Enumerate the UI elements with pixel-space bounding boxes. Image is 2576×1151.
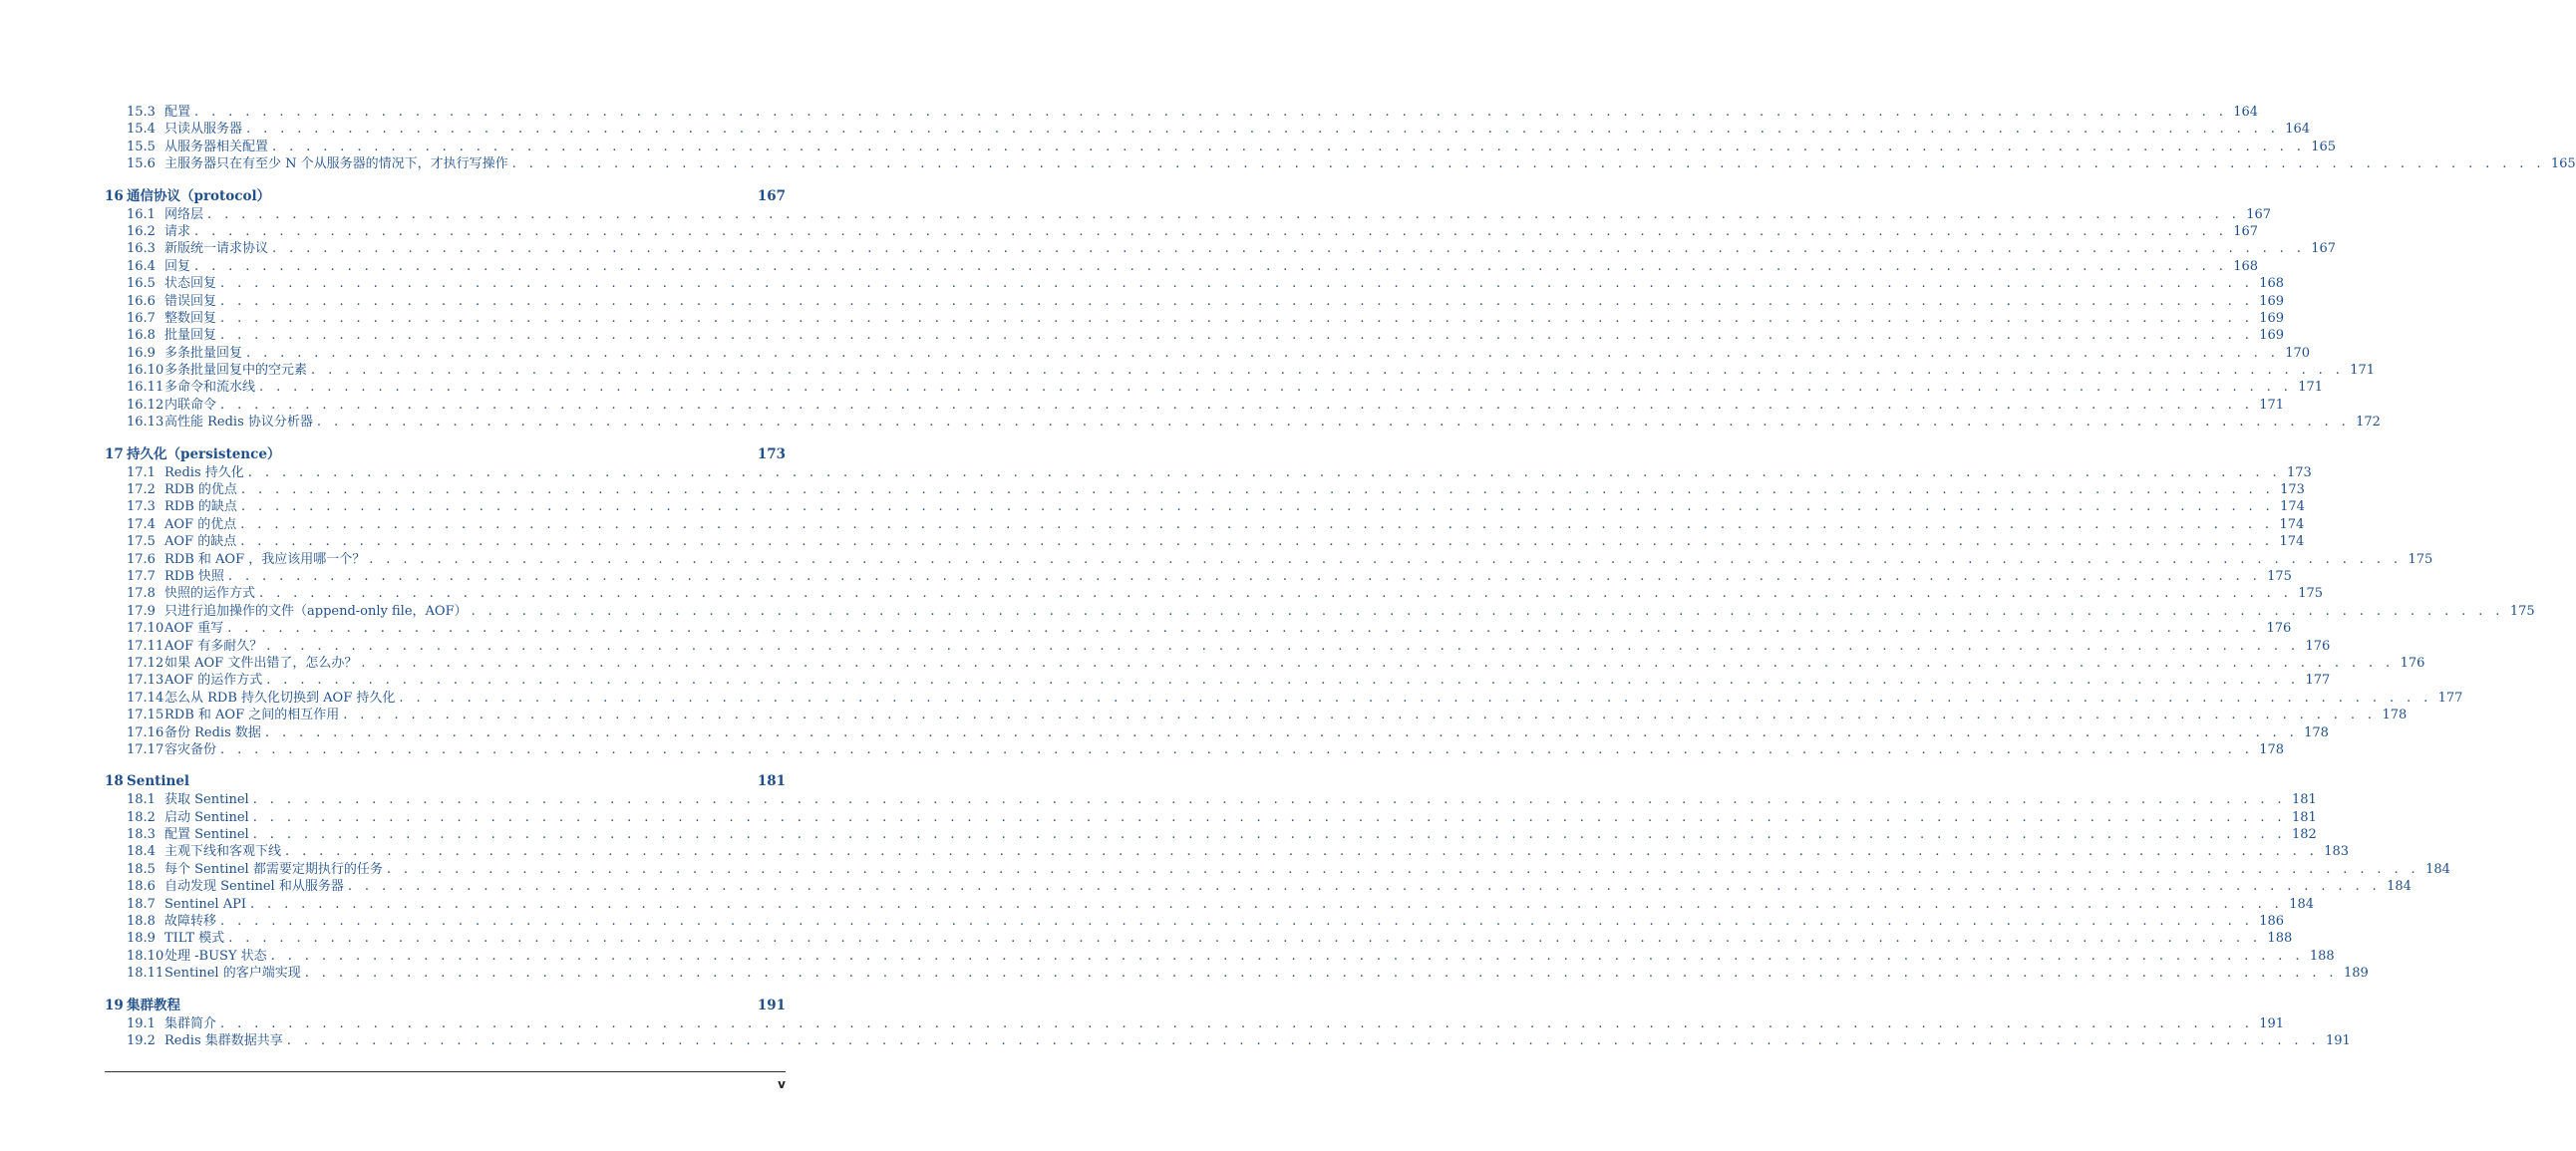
section-title: 只读从服务器	[164, 122, 243, 138]
toc-entry[interactable]	[105, 861, 2450, 878]
section-number: 16.3	[127, 241, 156, 257]
section-number: 17.3	[127, 499, 156, 515]
toc-entry[interactable]	[105, 724, 2329, 741]
section-title: AOF 重写	[164, 621, 224, 637]
toc-entry[interactable]	[105, 362, 2376, 379]
dot-leader: . . . . . . . . . . . . . . . . . . . . . . . . . . . . . . . . . . . . . . . . . . . . . . . . . . . . . . . . . . . . . . . . . . . . . . . . . . . . . . . . . . . . . . . . . . . . . . . . . . . . . . . . . . . . . . . . . . . . . . . .	[220, 397, 2254, 413]
section-title: 每个 Sentinel 都需要定期执行的任务	[164, 861, 383, 877]
chapter-number: 17	[105, 445, 124, 462]
footer-rule	[105, 1071, 786, 1072]
section-number: 17.8	[127, 586, 156, 602]
toc-entry[interactable]	[105, 672, 2331, 689]
section-number: 18.8	[127, 914, 156, 930]
dot-leader: . . . . . . . . . . . . . . . . . . . . . . . . . . . . . . . . . . . . . . . . . . . . . . . . . . . . . . . . . . . . . . . . . . . . . . . . . . . . . . . . . . . . . . . . . . . . . . . . . . . . . . . . . . . . . . . . . . . . . . . .	[252, 792, 2286, 808]
section-page: 167	[2246, 206, 2272, 222]
toc-entry[interactable]	[105, 327, 2285, 344]
toc-entry[interactable]	[105, 948, 2335, 965]
section-page: 184	[2289, 896, 2315, 912]
dot-leader: . . . . . . . . . . . . . . . . . . . . . . . . . . . . . . . . . . . . . . . . . . . . . . . . . . . . . . . . . . . . . . . . . . . . . . . . . . . . . . . . . . . . . . . . . . . . . . . . . . . . . . . . . . . . . . . . . . . . . . . .	[304, 966, 2338, 982]
section-title: Sentinel 的客户端实现	[164, 966, 301, 982]
dot-leader: . . . . . . . . . . . . . . . . . . . . . . . . . . . . . . . . . . . . . . . . . . . . . . . . . . . . . . . . . . . . . . . . . . . . . . . . . . . . . . . . . . . . . . . . . . . . . . . . . . . . . . . . . . . . . . . . . . . . . . . .	[227, 621, 2261, 637]
section-title: RDB 和 AOF 之间的相互作用	[164, 708, 340, 723]
chapter-heading[interactable]	[105, 187, 786, 205]
toc-entry[interactable]	[105, 809, 2317, 826]
section-title: 多命令和流水线	[164, 380, 256, 396]
section-number: 16.5	[127, 276, 156, 292]
dot-leader: . . . . . . . . . . . . . . . . . . . . . . . . . . . . . . . . . . . . . . . . . . . . . . . . . . . . . . . . . . . . . . . . . . . . . . . . . . . . . . . . . . . . . . . . . . . . . . . . . . . . . . . . . . . . . . . . . . . . . . . .	[259, 586, 2293, 602]
toc-entry[interactable]	[105, 516, 2305, 533]
section-title: 备份 Redis 数据	[164, 724, 261, 740]
toc-entry[interactable]	[105, 275, 2285, 292]
section-page: 175	[2298, 586, 2324, 602]
toc-entry[interactable]	[105, 498, 2305, 515]
toc-entry[interactable]	[105, 568, 2292, 585]
section-title: 主服务器只在有至少 N 个从服务器的情况下，才执行写操作	[164, 156, 508, 172]
section-page: 176	[2266, 621, 2292, 637]
dot-leader: . . . . . . . . . . . . . . . . . . . . . . . . . . . . . . . . . . . . . . . . . . . . . . . . . . . . . . . . . . . . . . . . . . . . . . . . . . . . . . . . . . . . . . . . . . . . . . . . . . . . . . . . . . . . . . . . . . . . . . . .	[343, 708, 2377, 723]
toc-entry[interactable]	[105, 104, 2259, 121]
section-title: 故障转移	[164, 914, 217, 930]
section-number: 18.2	[127, 809, 156, 825]
section-title: Redis 集群数据共享	[164, 1032, 283, 1048]
section-page: 173	[2280, 482, 2305, 498]
section-number: 16.1	[127, 206, 156, 222]
dot-leader: . . . . . . . . . . . . . . . . . . . . . . . . . . . . . . . . . . . . . . . . . . . . . . . . . . . . . . . . . . . . . . . . . . . . . . . . . . . . . . . . . . . . . . . . . . . . . . . . . . . . . . . . . . . . . . . . . . . . . . . .	[270, 948, 2304, 964]
dot-leader: . . . . . . . . . . . . . . . . . . . . . . . . . . . . . . . . . . . . . . . . . . . . . . . . . . . . . . . . . . . . . . . . . . . . . . . . . . . . . . . . . . . . . . . . . . . . . . . . . . . . . . . . . . . . . . . . . . . . . . . .	[194, 223, 2228, 239]
section-page: 181	[2291, 809, 2317, 825]
section-page: 177	[2437, 690, 2463, 706]
section-page: 174	[2280, 499, 2305, 515]
dot-leader: . . . . . . . . . . . . . . . . . . . . . . . . . . . . . . . . . . . . . . . . . . . . . . . . . . . . . . . . . . . . . . . . . . . . . . . . . . . . . . . . . . . . . . . . . . . . . . . . . . . . . . . . . . . . . . . . . . . . . . . .	[311, 363, 2345, 379]
section-page: 174	[2279, 516, 2305, 532]
section-page: 167	[2233, 223, 2259, 239]
section-title: 多条批量回复中的空元素	[164, 363, 308, 379]
dot-leader: . . . . . . . . . . . . . . . . . . . . . . . . . . . . . . . . . . . . . . . . . . . . . . . . . . . . . . . . . . . . . . . . . . . . . . . . . . . . . . . . . . . . . . . . . . . . . . . . . . . . . . . . . . . . . . . . . . . . . . . .	[249, 896, 2284, 912]
dot-leader: . . . . . . . . . . . . . . . . . . . . . . . . . . . . . . . . . . . . . . . . . . . . . . . . . . . . . . . . . . . . . . . . . . . . . . . . . . . . . . . . . . . . . . . . . . . . . . . . . . . . . . . . . . . . . . . . . . . . . . . .	[246, 345, 2280, 361]
section-number: 15.4	[127, 122, 156, 138]
section-page: 191	[2259, 1015, 2285, 1031]
dot-leader: . . . . . . . . . . . . . . . . . . . . . . . . . . . . . . . . . . . . . . . . . . . . . . . . . . . . . . . . . . . . . . . . . . . . . . . . . . . . . . . . . . . . . . . . . . . . . . . . . . . . . . . . . . . . . . . . . . . . . . . .	[369, 551, 2403, 567]
section-page: 173	[2287, 464, 2312, 480]
section-number: 15.6	[127, 156, 156, 172]
section-number: 18.1	[127, 792, 156, 808]
toc-entry[interactable]	[105, 464, 2312, 481]
section-title: RDB 快照	[164, 568, 224, 584]
dot-leader: . . . . . . . . . . . . . . . . . . . . . . . . . . . . . . . . . . . . . . . . . . . . . . . . . . . . . . . . . . . . . . . . . . . . . . . . . . . . . . . . . . . . . . . . . . . . . . . . . . . . . . . . . . . . . . . . . . . . . . . .	[220, 293, 2254, 309]
section-number: 17.16	[127, 724, 164, 740]
dot-leader: . . . . . . . . . . . . . . . . . . . . . . . . . . . . . . . . . . . . . . . . . . . . . . . . . . . . . . . . . . . . . . . . . . . . . . . . . . . . . . . . . . . . . . . . . . . . . . . . . . . . . . . . . . . . . . . . . . . . . . . .	[266, 638, 2300, 654]
section-number: 18.11	[127, 966, 164, 982]
section-number: 18.10	[127, 948, 164, 964]
section-title: 启动 Sentinel	[164, 809, 249, 825]
section-title: 新版统一请求协议	[164, 241, 269, 257]
section-page: 164	[2233, 105, 2259, 120]
section-page: 171	[2350, 363, 2376, 379]
toc-entry[interactable]	[105, 965, 2369, 982]
section-title: 批量回复	[164, 328, 217, 344]
section-number: 18.6	[127, 879, 156, 895]
section-number: 18.9	[127, 931, 156, 947]
chapter-number: 16	[105, 187, 124, 204]
toc-entry[interactable]	[105, 258, 2259, 275]
section-page: 178	[2382, 708, 2408, 723]
toc-entry[interactable]	[105, 139, 2337, 155]
dot-leader: . . . . . . . . . . . . . . . . . . . . . . . . . . . . . . . . . . . . . . . . . . . . . . . . . . . . . . . . . . . . . . . . . . . . . . . . . . . . . . . . . . . . . . . . . . . . . . . . . . . . . . . . . . . . . . . . . . . . . . . .	[511, 156, 2545, 172]
chapter-page: 173	[757, 445, 786, 462]
toc-entry[interactable]	[105, 585, 2324, 602]
section-number: 17.17	[127, 741, 164, 757]
section-number: 17.4	[127, 516, 156, 532]
section-page: 168	[2259, 276, 2285, 292]
dot-leader: . . . . . . . . . . . . . . . . . . . . . . . . . . . . . . . . . . . . . . . . . . . . . . . . . . . . . . . . . . . . . . . . . . . . . . . . . . . . . . . . . . . . . . . . . . . . . . . . . . . . . . . . . . . . . . . . . . . . . . . .	[252, 809, 2286, 825]
dot-leader: . . . . . . . . . . . . . . . . . . . . . . . . . . . . . . . . . . . . . . . . . . . . . . . . . . . . . . . . . . . . . . . . . . . . . . . . . . . . . . . . . . . . . . . . . . . . . . . . . . . . . . . . . . . . . . . . . . . . . . . .	[246, 122, 2280, 138]
toc-entry[interactable]	[105, 533, 2305, 550]
section-page: 182	[2291, 827, 2317, 843]
toc-entry[interactable]	[105, 155, 2576, 172]
section-title: 回复	[164, 258, 191, 274]
section-page: 175	[2509, 603, 2535, 619]
dot-leader: . . . . . . . . . . . . . . . . . . . . . . . . . . . . . . . . . . . . . . . . . . . . . . . . . . . . . . . . . . . . . . . . . . . . . . . . . . . . . . . . . . . . . . . . . . . . . . . . . . . . . . . . . . . . . . . . . . . . . . . .	[220, 276, 2254, 292]
section-title: 容灾备份	[164, 741, 217, 757]
dot-leader: . . . . . . . . . . . . . . . . . . . . . . . . . . . . . . . . . . . . . . . . . . . . . . . . . . . . . . . . . . . . . . . . . . . . . . . . . . . . . . . . . . . . . . . . . . . . . . . . . . . . . . . . . . . . . . . . . . . . . . . .	[220, 328, 2254, 344]
dot-leader: . . . . . . . . . . . . . . . . . . . . . . . . . . . . . . . . . . . . . . . . . . . . . . . . . . . . . . . . . . . . . . . . . . . . . . . . . . . . . . . . . . . . . . . . . . . . . . . . . . . . . . . . . . . . . . . . . . . . . . . .	[285, 844, 2319, 860]
toc-entry[interactable]	[105, 310, 2285, 327]
toc-entry[interactable]	[105, 121, 2311, 138]
section-title: 主观下线和客观下线	[164, 844, 282, 860]
toc-entry[interactable]	[105, 1032, 2351, 1049]
toc-entry[interactable]	[105, 345, 2311, 362]
dot-leader: . . . . . . . . . . . . . . . . . . . . . . . . . . . . . . . . . . . . . . . . . . . . . . . . . . . . . . . . . . . . . . . . . . . . . . . . . . . . . . . . . . . . . . . . . . . . . . . . . . . . . . . . . . . . . . . . . . . . . . . .	[247, 464, 2281, 480]
dot-leader: . . . . . . . . . . . . . . . . . . . . . . . . . . . . . . . . . . . . . . . . . . . . . . . . . . . . . . . . . . . . . . . . . . . . . . . . . . . . . . . . . . . . . . . . . . . . . . . . . . . . . . . . . . . . . . . . . . . . . . . .	[347, 879, 2382, 895]
section-title: 只进行追加操作的文件（append-only file，AOF）	[164, 603, 468, 619]
section-title: RDB 和 AOF ，我应该用哪一个？	[164, 551, 366, 567]
section-number: 18.5	[127, 861, 156, 877]
dot-leader: . . . . . . . . . . . . . . . . . . . . . . . . . . . . . . . . . . . . . . . . . . . . . . . . . . . . . . . . . . . . . . . . . . . . . . . . . . . . . . . . . . . . . . . . . . . . . . . . . . . . . . . . . . . . . . . . . . . . . . . .	[220, 914, 2254, 930]
section-title: 多条批量回复	[164, 345, 243, 361]
section-number: 17.10	[127, 621, 164, 637]
footer-page-number: v	[778, 1077, 786, 1091]
section-number: 17.5	[127, 534, 156, 550]
section-title: AOF 有多耐久？	[164, 638, 263, 654]
chapter-title: 持久化（persistence）	[127, 445, 281, 462]
toc-entry[interactable]	[105, 240, 2337, 257]
section-title: 处理 -BUSY 状态	[164, 948, 267, 964]
section-page: 178	[2259, 741, 2285, 757]
section-title: 快照的运作方式	[164, 586, 256, 602]
section-number: 16.9	[127, 345, 156, 361]
toc-entry[interactable]	[105, 826, 2317, 843]
toc-entry[interactable]	[105, 397, 2285, 414]
chapter-heading[interactable]	[105, 772, 786, 790]
chapter-page: 181	[757, 773, 786, 790]
chapter-page: 191	[757, 997, 786, 1013]
section-title: Redis 持久化	[164, 464, 244, 480]
section-title: 错误回复	[164, 293, 217, 309]
section-page: 168	[2233, 258, 2259, 274]
section-title: RDB 的优点	[164, 482, 237, 498]
toc-entry[interactable]	[105, 1015, 2285, 1032]
dot-leader: . . . . . . . . . . . . . . . . . . . . . . . . . . . . . . . . . . . . . . . . . . . . . . . . . . . . . . . . . . . . . . . . . . . . . . . . . . . . . . . . . . . . . . . . . . . . . . . . . . . . . . . . . . . . . . . . . . . . . . . .	[286, 1032, 2320, 1048]
section-number: 16.2	[127, 223, 156, 239]
section-title: 获取 Sentinel	[164, 792, 249, 808]
toc-entry[interactable]	[105, 481, 2305, 498]
dot-leader: . . . . . . . . . . . . . . . . . . . . . . . . . . . . . . . . . . . . . . . . . . . . . . . . . . . . . . . . . . . . . . . . . . . . . . . . . . . . . . . . . . . . . . . . . . . . . . . . . . . . . . . . . . . . . . . . . . . . . . . .	[240, 482, 2275, 498]
section-number: 18.4	[127, 844, 156, 860]
toc-entry[interactable]	[105, 223, 2259, 240]
dot-leader: . . . . . . . . . . . . . . . . . . . . . . . . . . . . . . . . . . . . . . . . . . . . . . . . . . . . . . . . . . . . . . . . . . . . . . . . . . . . . . . . . . . . . . . . . . . . . . . . . . . . . . . . . . . . . . . . . . . . . . . .	[240, 499, 2275, 515]
section-number: 16.4	[127, 258, 156, 274]
section-page: 176	[2400, 655, 2425, 671]
toc-entry[interactable]	[105, 741, 2285, 758]
toc-entry[interactable]	[105, 791, 2317, 808]
section-title: 内联命令	[164, 397, 217, 413]
section-number: 16.11	[127, 380, 164, 396]
dot-leader: . . . . . . . . . . . . . . . . . . . . . . . . . . . . . . . . . . . . . . . . . . . . . . . . . . . . . . . . . . . . . . . . . . . . . . . . . . . . . . . . . . . . . . . . . . . . . . . . . . . . . . . . . . . . . . . . . . . . . . . .	[194, 105, 2228, 120]
dot-leader: . . . . . . . . . . . . . . . . . . . . . . . . . . . . . . . . . . . . . . . . . . . . . . . . . . . . . . . . . . . . . . . . . . . . . . . . . . . . . . . . . . . . . . . . . . . . . . . . . . . . . . . . . . . . . . . . . . . . . . . .	[207, 206, 2241, 222]
section-page: 188	[2267, 931, 2293, 947]
section-page: 169	[2259, 328, 2285, 344]
section-page: 189	[2343, 966, 2369, 982]
dot-leader: . . . . . . . . . . . . . . . . . . . . . . . . . . . . . . . . . . . . . . . . . . . . . . . . . . . . . . . . . . . . . . . . . . . . . . . . . . . . . . . . . . . . . . . . . . . . . . . . . . . . . . . . . . . . . . . . . . . . . . . .	[194, 258, 2228, 274]
section-number: 16.7	[127, 310, 156, 326]
section-number: 16.10	[127, 363, 164, 379]
section-number: 18.7	[127, 896, 156, 912]
dot-leader: . . . . . . . . . . . . . . . . . . . . . . . . . . . . . . . . . . . . . . . . . . . . . . . . . . . . . . . . . . . . . . . . . . . . . . . . . . . . . . . . . . . . . . . . . . . . . . . . . . . . . . . . . . . . . . . . . . . . . . . .	[259, 380, 2293, 396]
toc-entry[interactable]	[105, 843, 2350, 860]
section-title: 如果 AOF 文件出错了，怎么办？	[164, 655, 358, 671]
dot-leader: . . . . . . . . . . . . . . . . . . . . . . . . . . . . . . . . . . . . . . . . . . . . . . . . . . . . . . . . . . . . . . . . . . . . . . . . . . . . . . . . . . . . . . . . . . . . . . . . . . . . . . . . . . . . . . . . . . . . . . . .	[220, 741, 2254, 757]
table-of-contents	[105, 104, 2576, 1049]
section-number: 15.3	[127, 105, 156, 120]
section-number: 19.2	[127, 1032, 156, 1048]
toc-entry[interactable]	[105, 551, 2433, 568]
dot-leader: . . . . . . . . . . . . . . . . . . . . . . . . . . . . . . . . . . . . . . . . . . . . . . . . . . . . . . . . . . . . . . . . . . . . . . . . . . . . . . . . . . . . . . . . . . . . . . . . . . . . . . . . . . . . . . . . . . . . . . . .	[264, 724, 2299, 740]
section-page: 186	[2259, 914, 2285, 930]
dot-leader: . . . . . . . . . . . . . . . . . . . . . . . . . . . . . . . . . . . . . . . . . . . . . . . . . . . . . . . . . . . . . . . . . . . . . . . . . . . . . . . . . . . . . . . . . . . . . . . . . . . . . . . . . . . . . . . . . . . . . . . .	[252, 827, 2286, 843]
dot-leader: . . . . . . . . . . . . . . . . . . . . . . . . . . . . . . . . . . . . . . . . . . . . . . . . . . . . . . . . . . . . . . . . . . . . . . . . . . . . . . . . . . . . . . . . . . . . . . . . . . . . . . . . . . . . . . . . . . . . . . . .	[227, 568, 2262, 584]
section-number: 17.7	[127, 568, 156, 584]
chapter-number: 19	[105, 997, 124, 1013]
toc-entry[interactable]	[105, 603, 2535, 620]
section-title: 配置 Sentinel	[164, 827, 249, 843]
section-title: 集群简介	[164, 1015, 217, 1031]
chapter-page: 167	[757, 187, 786, 204]
section-page: 171	[2298, 380, 2324, 396]
chapter-title: Sentinel	[127, 773, 190, 790]
section-page: 164	[2285, 122, 2311, 138]
chapter-heading[interactable]	[105, 997, 786, 1014]
section-page: 174	[2279, 534, 2305, 550]
toc-entry[interactable]	[105, 690, 2463, 707]
section-title: AOF 的缺点	[164, 534, 237, 550]
toc-entry[interactable]	[105, 414, 2381, 431]
section-number: 19.1	[127, 1015, 156, 1031]
chapter-title: 通信协议（protocol）	[127, 187, 271, 204]
section-title: 整数回复	[164, 310, 217, 326]
dot-leader: . . . . . . . . . . . . . . . . . . . . . . . . . . . . . . . . . . . . . . . . . . . . . . . . . . . . . . . . . . . . . . . . . . . . . . . . . . . . . . . . . . . . . . . . . . . . . . . . . . . . . . . . . . . . . . . . . . . . . . . .	[471, 603, 2504, 619]
toc-entry[interactable]	[105, 379, 2324, 396]
section-number: 16.12	[127, 397, 164, 413]
section-page: 191	[2326, 1032, 2351, 1048]
section-page: 184	[2425, 861, 2450, 877]
section-page: 175	[2408, 551, 2433, 567]
dot-leader: . . . . . . . . . . . . . . . . . . . . . . . . . . . . . . . . . . . . . . . . . . . . . . . . . . . . . . . . . . . . . . . . . . . . . . . . . . . . . . . . . . . . . . . . . . . . . . . . . . . . . . . . . . . . . . . . . . . . . . . .	[272, 139, 2306, 154]
section-number: 17.2	[127, 482, 156, 498]
toc-entry[interactable]	[105, 913, 2285, 930]
section-number: 17.11	[127, 638, 164, 654]
dot-leader: . . . . . . . . . . . . . . . . . . . . . . . . . . . . . . . . . . . . . . . . . . . . . . . . . . . . . . . . . . . . . . . . . . . . . . . . . . . . . . . . . . . . . . . . . . . . . . . . . . . . . . . . . . . . . . . . . . . . . . . .	[220, 1015, 2254, 1031]
section-page: 172	[2356, 415, 2381, 431]
section-number: 17.12	[127, 655, 164, 671]
section-page: 169	[2259, 310, 2285, 326]
toc-entry[interactable]	[105, 878, 2412, 895]
section-title: AOF 的优点	[164, 516, 237, 532]
section-page: 165	[2550, 156, 2576, 172]
section-title: TILT 模式	[164, 931, 225, 947]
section-number: 16.13	[127, 415, 164, 431]
dot-leader: . . . . . . . . . . . . . . . . . . . . . . . . . . . . . . . . . . . . . . . . . . . . . . . . . . . . . . . . . . . . . . . . . . . . . . . . . . . . . . . . . . . . . . . . . . . . . . . . . . . . . . . . . . . . . . . . . . . . . . . .	[266, 673, 2300, 689]
section-title: 状态回复	[164, 276, 217, 292]
section-page: 171	[2259, 397, 2285, 413]
section-title: 高性能 Redis 协议分析器	[164, 415, 313, 431]
section-number: 17.14	[127, 690, 164, 706]
section-number: 16.6	[127, 293, 156, 309]
section-title: AOF 的运作方式	[164, 673, 263, 689]
toc-entry[interactable]	[105, 930, 2293, 947]
chapter-number: 18	[105, 773, 124, 790]
toc-entry[interactable]	[105, 620, 2292, 637]
chapter-heading[interactable]	[105, 445, 786, 463]
toc-entry[interactable]	[105, 293, 2285, 310]
section-number: 17.9	[127, 603, 156, 619]
section-number: 15.5	[127, 139, 156, 154]
dot-leader: . . . . . . . . . . . . . . . . . . . . . . . . . . . . . . . . . . . . . . . . . . . . . . . . . . . . . . . . . . . . . . . . . . . . . . . . . . . . . . . . . . . . . . . . . . . . . . . . . . . . . . . . . . . . . . . . . . . . . . . .	[399, 690, 2432, 706]
section-title: 请求	[164, 223, 191, 239]
toc-entry[interactable]	[105, 896, 2315, 913]
section-page: 176	[2305, 638, 2331, 654]
section-page: 181	[2291, 792, 2317, 808]
section-page: 175	[2267, 568, 2292, 584]
section-number: 17.13	[127, 673, 164, 689]
section-title: 自动发现 Sentinel 和从服务器	[164, 879, 344, 895]
section-title: Sentinel API	[164, 896, 246, 912]
section-title: 怎么从 RDB 持久化切换到 AOF 持久化	[164, 690, 396, 706]
section-page: 165	[2311, 139, 2337, 154]
section-page: 188	[2309, 948, 2335, 964]
section-page: 178	[2304, 724, 2329, 740]
toc-entry[interactable]	[105, 206, 2272, 223]
dot-leader: . . . . . . . . . . . . . . . . . . . . . . . . . . . . . . . . . . . . . . . . . . . . . . . . . . . . . . . . . . . . . . . . . . . . . . . . . . . . . . . . . . . . . . . . . . . . . . . . . . . . . . . . . . . . . . . . . . . . . . . .	[316, 415, 2351, 431]
dot-leader: . . . . . . . . . . . . . . . . . . . . . . . . . . . . . . . . . . . . . . . . . . . . . . . . . . . . . . . . . . . . . . . . . . . . . . . . . . . . . . . . . . . . . . . . . . . . . . . . . . . . . . . . . . . . . . . . . . . . . . . .	[361, 655, 2395, 671]
section-title: 从服务器相关配置	[164, 139, 269, 154]
section-title: 网络层	[164, 206, 204, 222]
section-page: 170	[2285, 345, 2311, 361]
dot-leader: . . . . . . . . . . . . . . . . . . . . . . . . . . . . . . . . . . . . . . . . . . . . . . . . . . . . . . . . . . . . . . . . . . . . . . . . . . . . . . . . . . . . . . . . . . . . . . . . . . . . . . . . . . . . . . . . . . . . . . . .	[228, 931, 2262, 947]
section-number: 17.15	[127, 708, 164, 723]
section-number: 17.1	[127, 464, 156, 480]
dot-leader: . . . . . . . . . . . . . . . . . . . . . . . . . . . . . . . . . . . . . . . . . . . . . . . . . . . . . . . . . . . . . . . . . . . . . . . . . . . . . . . . . . . . . . . . . . . . . . . . . . . . . . . . . . . . . . . . . . . . . . . .	[240, 516, 2274, 532]
section-page: 184	[2387, 879, 2412, 895]
dot-leader: . . . . . . . . . . . . . . . . . . . . . . . . . . . . . . . . . . . . . . . . . . . . . . . . . . . . . . . . . . . . . . . . . . . . . . . . . . . . . . . . . . . . . . . . . . . . . . . . . . . . . . . . . . . . . . . . . . . . . . . .	[272, 241, 2306, 257]
section-page: 183	[2324, 844, 2350, 860]
section-number: 18.3	[127, 827, 156, 843]
toc-entry[interactable]	[105, 638, 2331, 655]
toc-entry[interactable]	[105, 707, 2408, 723]
section-page: 167	[2311, 241, 2337, 257]
toc-entry[interactable]	[105, 655, 2425, 672]
section-page: 169	[2259, 293, 2285, 309]
chapter-title: 集群教程	[127, 997, 180, 1013]
section-number: 16.8	[127, 328, 156, 344]
section-title: 配置	[164, 105, 191, 120]
dot-leader: . . . . . . . . . . . . . . . . . . . . . . . . . . . . . . . . . . . . . . . . . . . . . . . . . . . . . . . . . . . . . . . . . . . . . . . . . . . . . . . . . . . . . . . . . . . . . . . . . . . . . . . . . . . . . . . . . . . . . . . .	[220, 310, 2254, 326]
dot-leader: . . . . . . . . . . . . . . . . . . . . . . . . . . . . . . . . . . . . . . . . . . . . . . . . . . . . . . . . . . . . . . . . . . . . . . . . . . . . . . . . . . . . . . . . . . . . . . . . . . . . . . . . . . . . . . . . . . . . . . . .	[386, 861, 2420, 877]
dot-leader: . . . . . . . . . . . . . . . . . . . . . . . . . . . . . . . . . . . . . . . . . . . . . . . . . . . . . . . . . . . . . . . . . . . . . . . . . . . . . . . . . . . . . . . . . . . . . . . . . . . . . . . . . . . . . . . . . . . . . . . .	[240, 534, 2274, 550]
section-title: RDB 的缺点	[164, 499, 237, 515]
section-page: 177	[2305, 673, 2331, 689]
section-number: 17.6	[127, 551, 156, 567]
